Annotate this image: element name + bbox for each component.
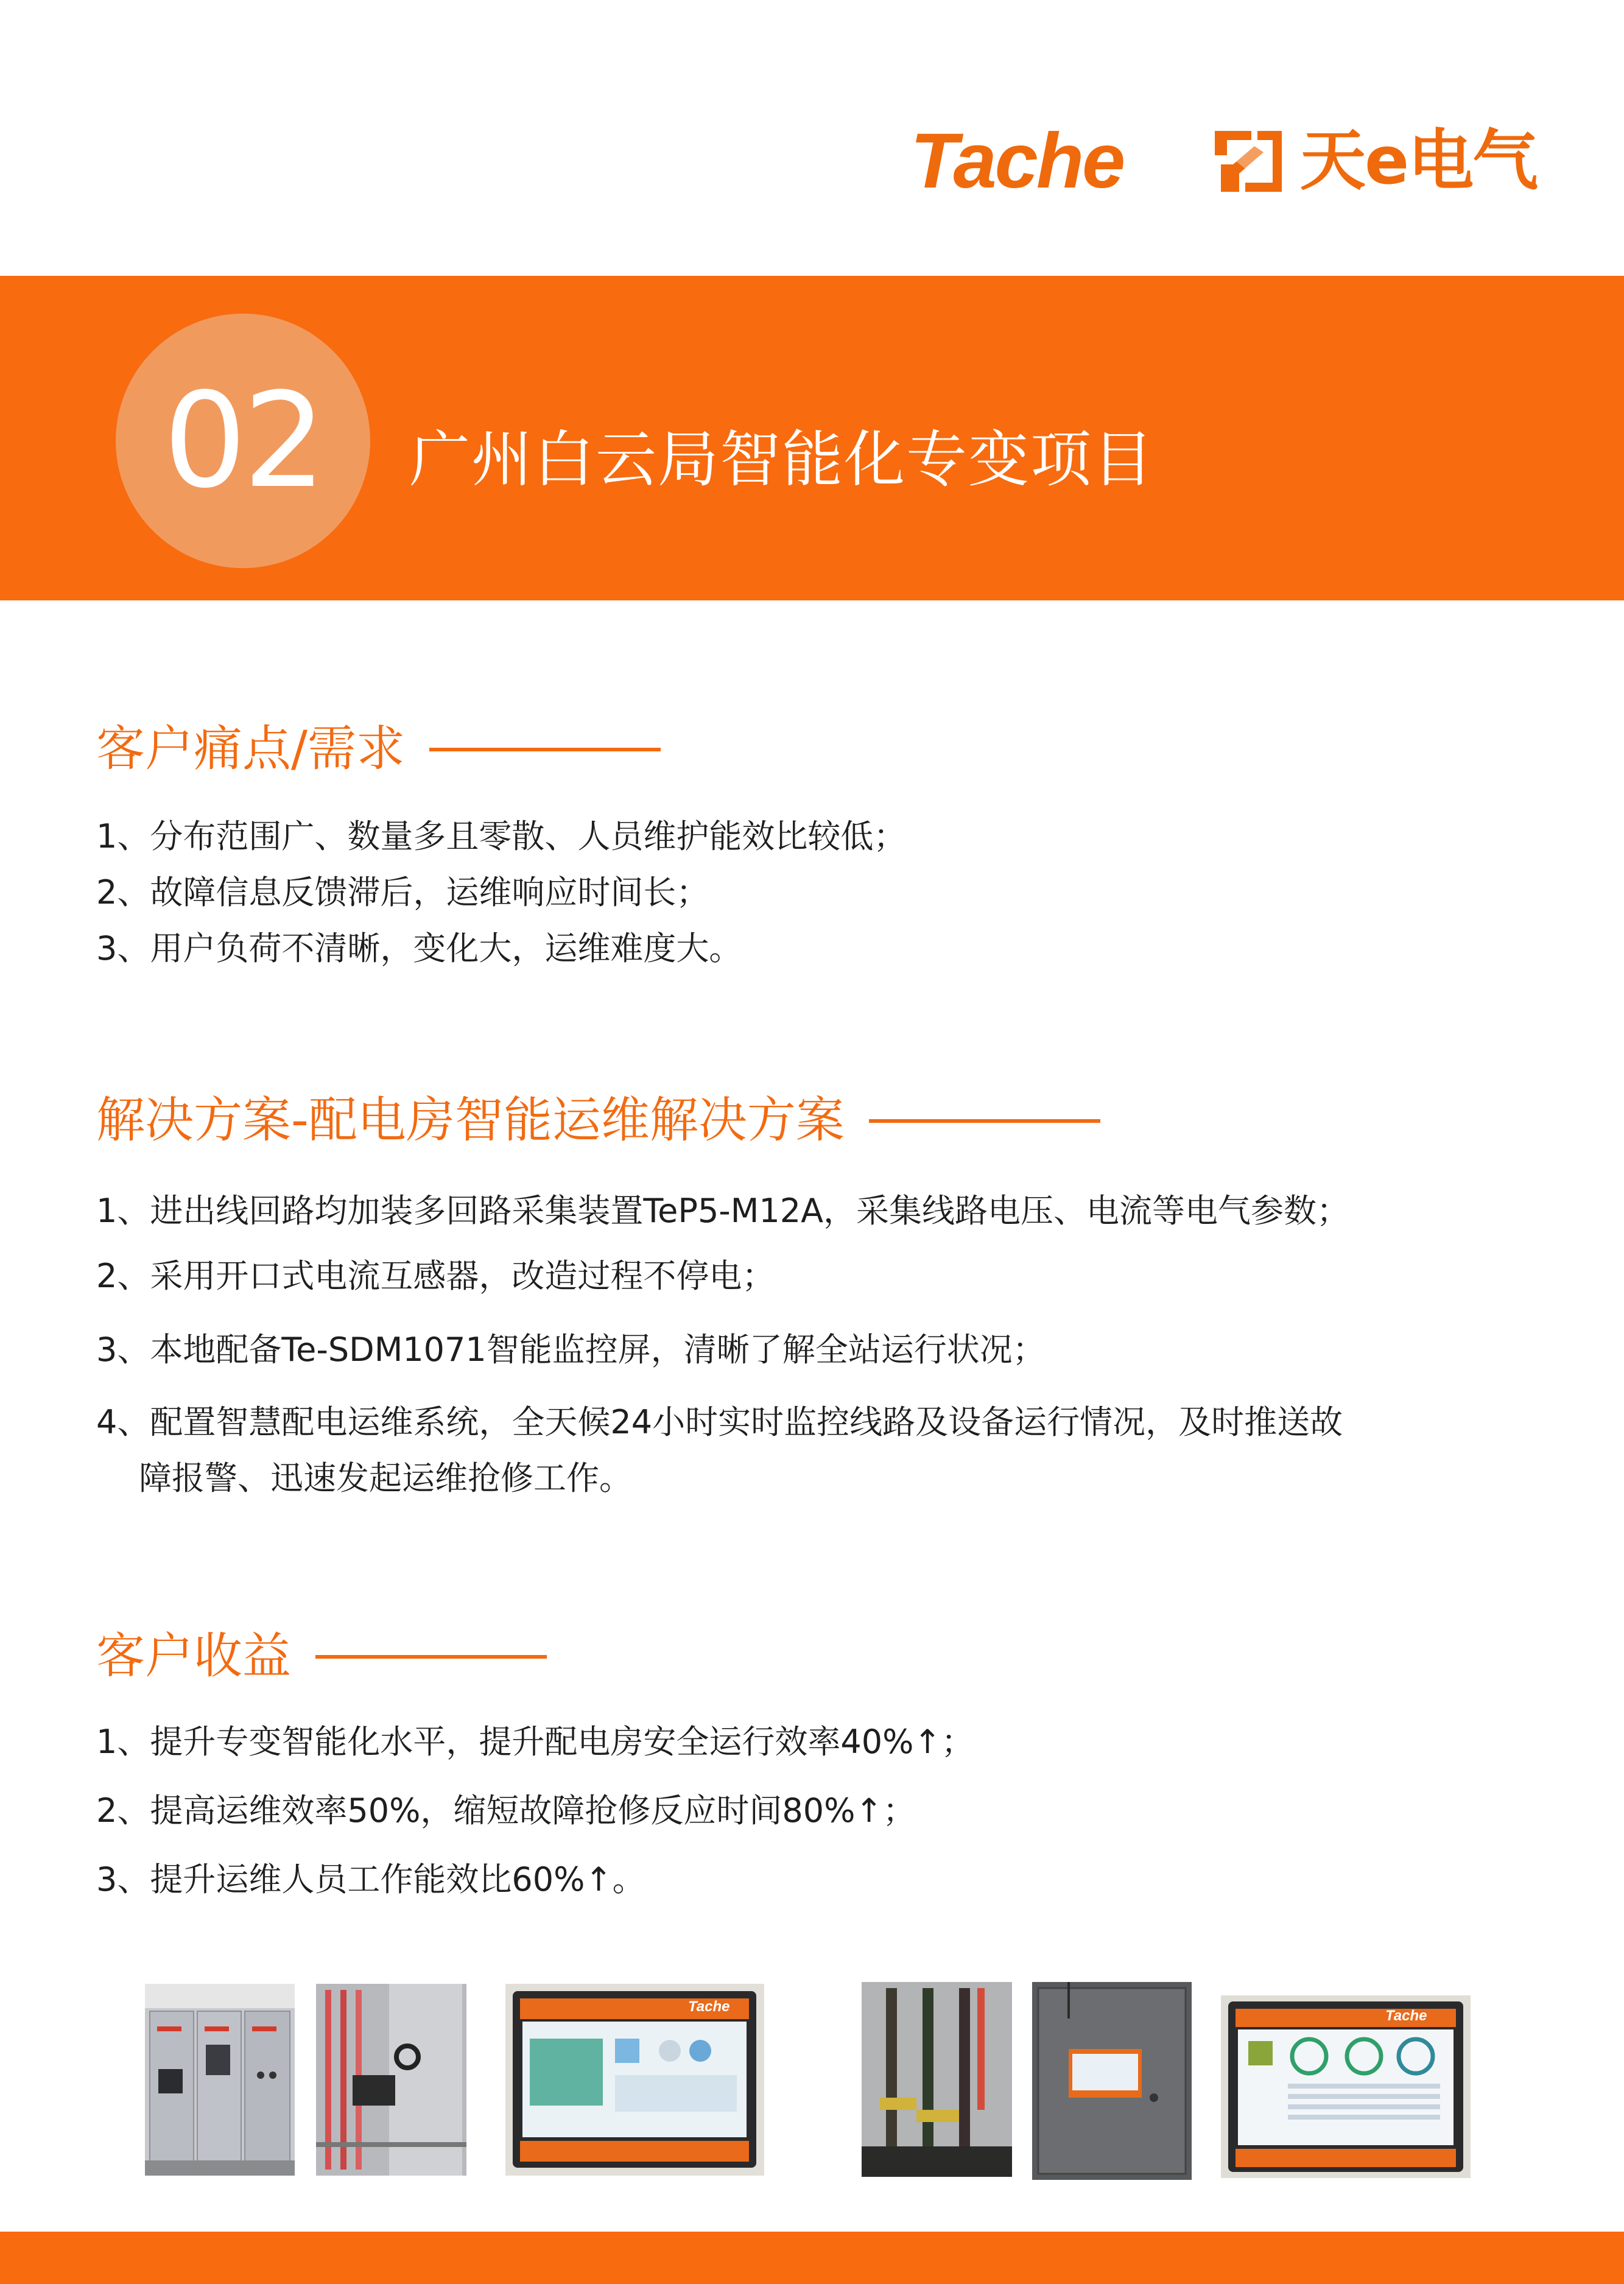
project-title: 广州白云局智能化专变项目 [409, 424, 1155, 495]
benefit-item: 2、提高运维效率50%，缩短故障抢修反应时间80%↑； [96, 1791, 916, 1830]
heading-rule [869, 1119, 1100, 1123]
logo-chinese-name: 天e电气 [1300, 123, 1538, 199]
solution-item: 3、本地配备Te-SDM1071智能监控屏，清晰了解全站运行状况； [96, 1330, 1046, 1369]
solution-item: 4、配置智慧配电运维系统，全天候24小时实时监控线路及设备运行情况，及时推送故 [96, 1403, 1343, 1441]
screen-brand-label: Tache [1385, 2008, 1427, 2024]
heading-rule [429, 748, 661, 751]
heading-rule [315, 1655, 547, 1659]
logo-mark-icon [1209, 125, 1288, 198]
busbar-cabinet-photo [862, 1982, 1012, 2177]
current-transformer-photo [316, 1984, 466, 2176]
solution-item-continuation: 障报警、迅速发起运维抢修工作。 [139, 1459, 632, 1497]
pain-points-heading: 客户痛点/需求 [96, 719, 661, 779]
brand-logo [910, 119, 1580, 204]
benefits-heading: 客户收益 [96, 1626, 547, 1687]
monitor-screen-photo-1 [505, 1984, 764, 2176]
screen-brand-label: Tache [688, 1998, 730, 2015]
section-number: 02 [163, 364, 323, 517]
pain-point-item: 1、分布范围广、数量多且零散、人员维护能效比较低； [96, 817, 907, 856]
pain-point-item: 3、用户负荷不清晰，变化大，运维难度大。 [96, 929, 742, 968]
benefit-item: 3、提升运维人员工作能效比60%↑。 [96, 1860, 645, 1899]
solution-heading: 解决方案-配电房智能运维解决方案 [96, 1090, 1100, 1151]
switchgear-cabinet-photo [145, 1984, 295, 2176]
pain-point-item: 2、故障信息反馈滞后，运维响应时间长； [96, 873, 709, 912]
logo-wordmark: Tache [910, 118, 1124, 205]
monitor-enclosure-photo [1032, 1982, 1192, 2180]
benefit-item: 1、提升专变智能化水平，提升配电房安全运行效率40%↑； [96, 1723, 974, 1761]
monitor-screen-photo-2 [1221, 1995, 1471, 2178]
solution-item: 1、进出线回路均加装多回路采集装置TeP5-M12A，采集线路电压、电流等电气参数； [96, 1192, 1350, 1230]
footer-bar [0, 2232, 1624, 2284]
solution-item: 2、采用开口式电流互感器，改造过程不停电； [96, 1257, 775, 1295]
